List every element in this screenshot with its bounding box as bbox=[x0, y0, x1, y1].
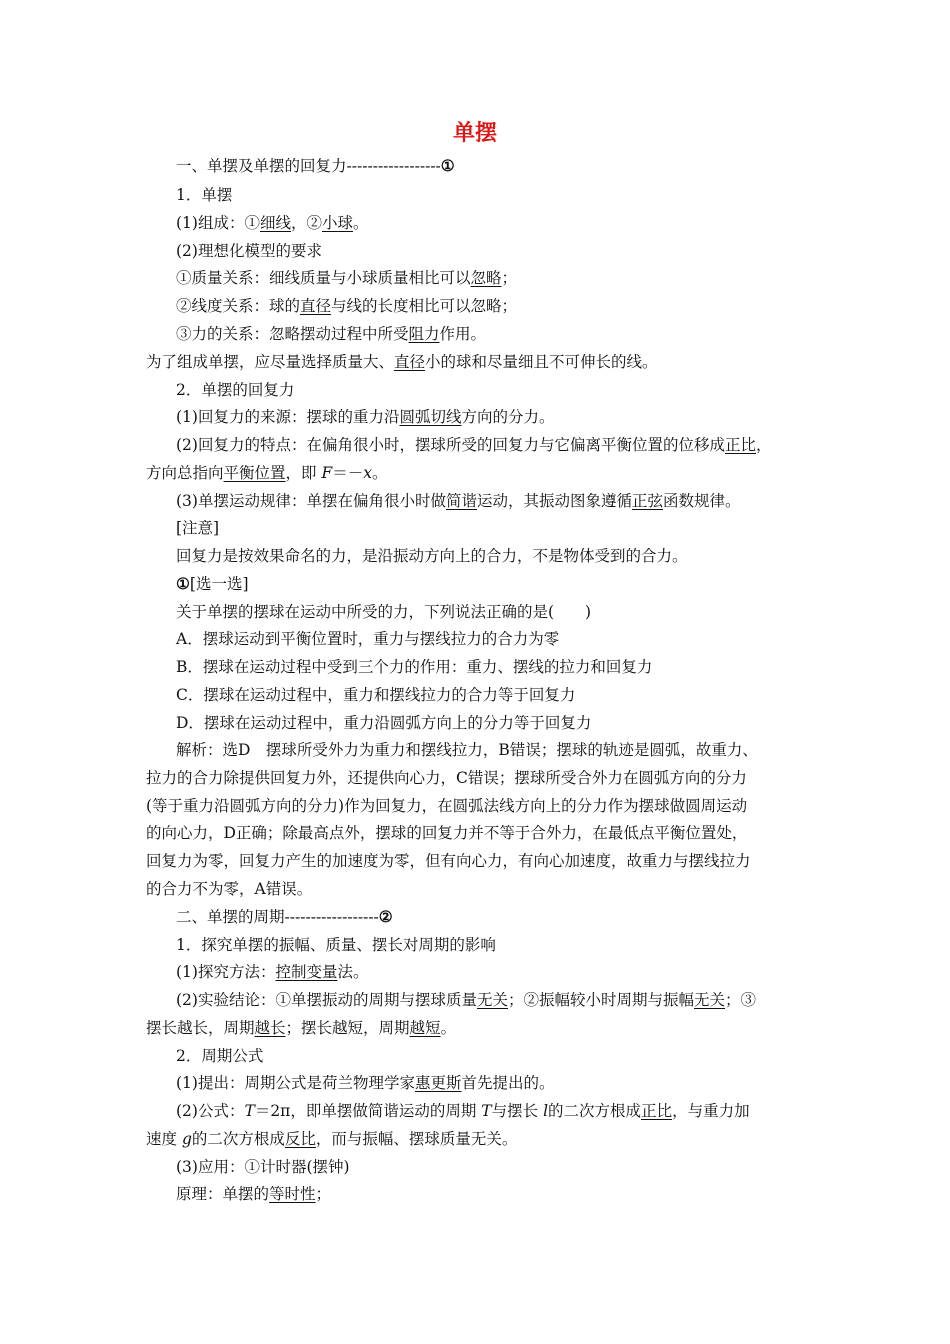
conclusion-line-1: (2)实验结论：①单摆振动的周期与摆球质量无关；②振幅较小时周期与振幅无关；③ bbox=[176, 991, 757, 1009]
answer-blank: 平衡位置 bbox=[223, 464, 286, 482]
answer-blank: 细线 bbox=[259, 214, 291, 232]
answer-blank: 忽略 bbox=[470, 269, 502, 287]
option-a: A．摆球运动到平衡位置时，重力与摆线拉力的合力为零 bbox=[176, 630, 560, 648]
answer-blank: 无关 bbox=[694, 991, 726, 1009]
subheading-pendulum: 1．单摆 bbox=[176, 186, 233, 204]
analysis-line: 回复力为零，回复力产生的加速度为零，但有向心力，有向心加速度，故重力与摆线拉力 bbox=[146, 852, 751, 870]
conclusion-line-2: 摆长越长，周期越长；摆长越短，周期越短。 bbox=[146, 1019, 457, 1037]
motion-law-line: (3)单摆运动规律：单摆在偏角很小时做简谐运动，其振动图象遵循正弦函数规律。 bbox=[176, 492, 741, 510]
principle-line: 原理：单摆的等时性； bbox=[176, 1185, 332, 1203]
dash-leader: ------------------ bbox=[284, 908, 379, 926]
analysis-line: 的合力不为零，A错误。 bbox=[146, 880, 313, 898]
quiz-header: ①[选一选] bbox=[176, 572, 816, 596]
answer-blank: 无关 bbox=[476, 991, 508, 1009]
analysis-line: (等于重力沿圆弧方向的分力)作为回复力，在圆弧法线方向上的分力作为摆球做圆周运动 bbox=[146, 797, 748, 815]
quiz-question: 关于单摆的摆球在运动中所受的力，下列说法正确的是( ) bbox=[176, 603, 592, 621]
answer-blank: 小球 bbox=[322, 214, 354, 232]
answer-blank: 直径 bbox=[300, 297, 332, 315]
dash-leader: ------------------ bbox=[346, 157, 441, 175]
method-line: (1)探究方法：控制变量法。 bbox=[176, 963, 369, 981]
formula-line-2: 速度 g的二次方根成反比，而与振幅、摆球质量无关。 bbox=[146, 1130, 518, 1148]
tip-line: 为了组成单摆，应尽量选择质量大、直径小的球和尽量细且不可伸长的线。 bbox=[146, 353, 658, 371]
answer-blank: 正比 bbox=[641, 1102, 673, 1120]
answer-blank: 惠更斯 bbox=[414, 1074, 462, 1092]
size-relation-line: ②线度关系：球的直径与线的长度相比可以忽略； bbox=[176, 297, 518, 315]
subheading-period-formula: 2．周期公式 bbox=[176, 1047, 264, 1065]
answer-blank: 越长 bbox=[254, 1019, 286, 1037]
note-text: 回复力是按效果命名的力，是沿振动方向上的合力，不是物体受到的合力。 bbox=[176, 547, 688, 565]
option-b: B．摆球在运动过程中受到三个力的作用：重力、摆线的拉力和回复力 bbox=[176, 658, 653, 676]
force-feature-line-2: 方向总指向平衡位置，即 F＝－x。 bbox=[146, 464, 388, 482]
answer-blank: 阻力 bbox=[408, 325, 440, 343]
answer-blank: 正比 bbox=[724, 436, 756, 454]
force-feature-line-1: (2)回复力的特点：在偏角很小时，摆球所受的回复力与它偏离平衡位置的位移成正比， bbox=[176, 436, 772, 454]
option-d: D．摆球在运动过程中，重力沿圆弧方向上的分力等于回复力 bbox=[176, 714, 592, 732]
option-c: C．摆球在运动过程中，重力和摆线拉力的合力等于回复力 bbox=[176, 686, 576, 704]
application-line: (3)应用：①计时器(摆钟) bbox=[176, 1158, 350, 1176]
section-1-heading: 一、单摆及单摆的回复力------------------① bbox=[176, 154, 816, 178]
answer-blank: 反比 bbox=[284, 1130, 316, 1148]
answer-blank: 正弦 bbox=[632, 492, 664, 510]
mass-relation-line: ①质量关系：细线质量与小球质量相比可以忽略； bbox=[176, 269, 518, 287]
circled-marker: ① bbox=[440, 156, 455, 175]
analysis-line: 拉力的合力除提供回复力外，还提供向心力，C错误；摆球所受合外力在圆弧方向的分力 bbox=[146, 769, 747, 787]
force-source-line: (1)回复力的来源：摆球的重力沿圆弧切线方向的分力。 bbox=[176, 408, 555, 426]
proposer-line: (1)提出：周期公式是荷兰物理学家惠更斯首先提出的。 bbox=[176, 1074, 555, 1092]
circled-marker: ② bbox=[378, 907, 393, 926]
analysis-line: 的向心力，D正确；除最高点外，摆球的回复力并不等于合外力，在最低点平衡位置处， bbox=[146, 824, 748, 842]
page-title: 单摆 bbox=[452, 120, 497, 146]
circled-marker: ① bbox=[176, 574, 190, 593]
answer-blank: 越短 bbox=[409, 1019, 441, 1037]
answer-blank: 直径 bbox=[394, 353, 426, 371]
answer-blank: 简谐 bbox=[445, 492, 477, 510]
ideal-model-line: (2)理想化模型的要求 bbox=[176, 242, 322, 260]
force-relation-line: ③力的关系：忽略摆动过程中所受阻力作用。 bbox=[176, 325, 487, 343]
answer-blank: 等时性 bbox=[269, 1185, 316, 1203]
subheading-restoring-force: 2．单摆的回复力 bbox=[176, 381, 295, 399]
formula-line-1: (2)公式：T＝2π，即单摆做简谐运动的周期 T与摆长 l的二次方根成正比，与重力加 bbox=[176, 1102, 750, 1120]
answer-blank: 圆弧切线 bbox=[399, 408, 462, 426]
composition-line: (1)组成：①细线，②小球。 bbox=[176, 214, 369, 232]
subheading-explore: 1．探究单摆的振幅、质量、摆长对周期的影响 bbox=[176, 936, 496, 954]
analysis-line: 解析：选D 摆球所受外力为重力和摆线拉力，B错误；摆球的轨迹是圆弧，故重力、 bbox=[176, 741, 758, 759]
note-label: [注意] bbox=[176, 519, 220, 537]
answer-blank: 控制变量 bbox=[275, 963, 338, 981]
section-2-heading: 二、单摆的周期------------------② bbox=[176, 905, 816, 929]
